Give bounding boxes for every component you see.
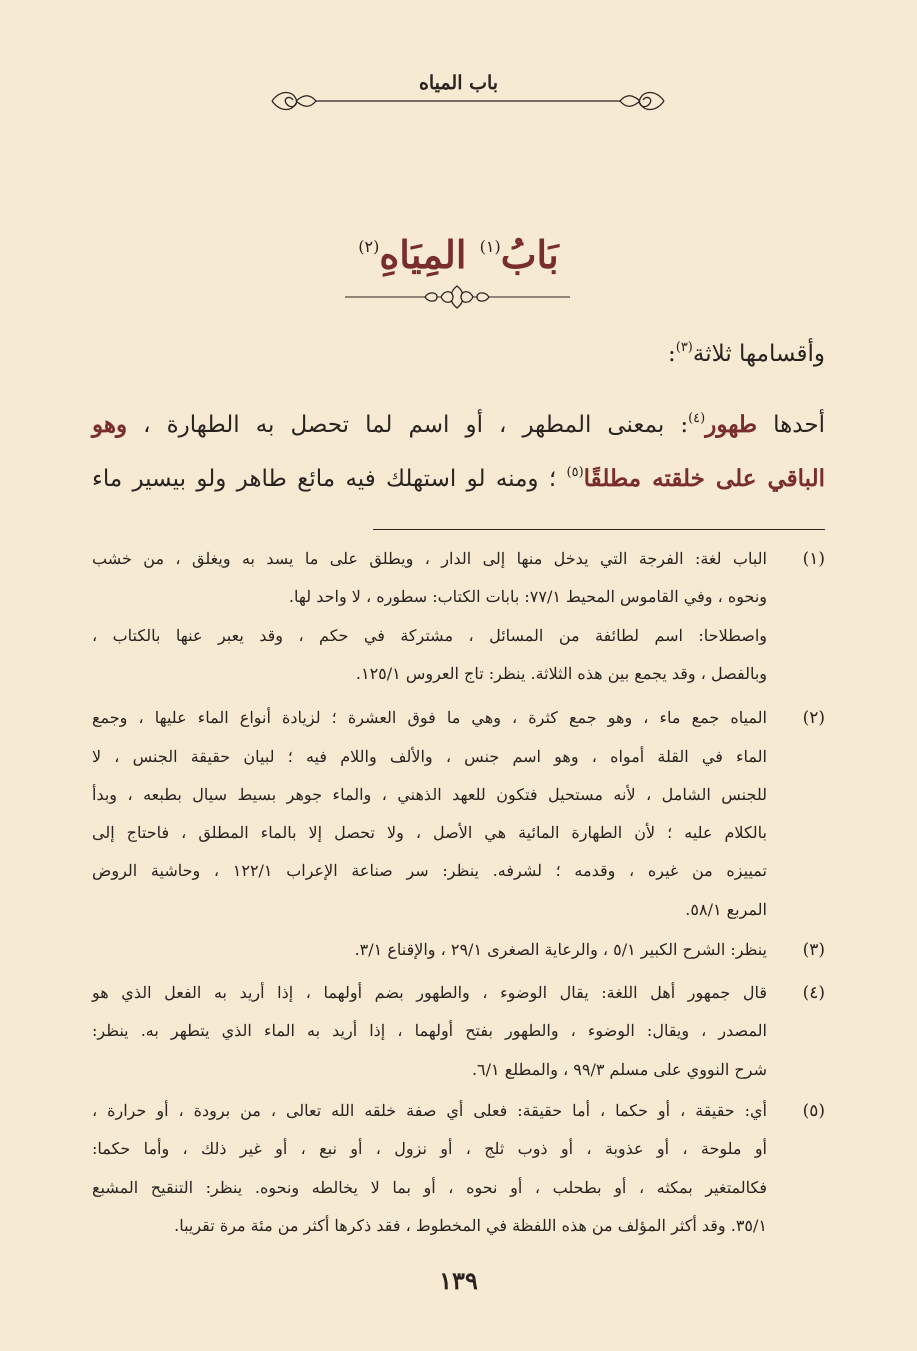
chapter-word-miyah: المِيَاهِ <box>379 232 467 277</box>
footnote-line: ٣٥/١. وقد أكثر المؤلف من هذه اللفظة في المخطوط ، فقد ذكرها أكثر من مئة مرة تقريبا. <box>174 1216 767 1235</box>
chapter-word-bab: بَابُ <box>500 232 559 277</box>
footnote-separator <box>373 529 825 530</box>
footnote-line: للجنس الشامل ، لأنه مستحيل فتكون للعهد الذهني ، والماء جوهر بسيط سيال بطبعه ، وبدأ <box>92 785 767 804</box>
footnote-ref-1: (١) <box>479 237 501 256</box>
footnote-line: ينظر: الشرح الكبير ٥/١ ، والرعاية الصغرى ٢٩/١ ، والإقناع ٣/١. <box>354 940 767 959</box>
footnote-line: أي: حقيقة ، أو حكما ، أما حقيقة: فعلى أي صفة خلقه الله تعالى ، من برودة ، أو حرارة ، <box>92 1101 767 1120</box>
footnote-line: أو ملوحة ، أو عذوبة ، أو ذوب ثلج ، أو نزول ، أو نبع ، أو غير ذلك ، وأما حكما: <box>92 1139 767 1158</box>
footnote-line: بالكلام عليه ؛ لأن الطهارة المائية هي الأصل ، ولا تحصل إلا بالماء المطلق ، فاحتاج إلى <box>92 823 767 842</box>
highlight-tahur: طهور <box>705 411 758 438</box>
header-ornament-rule <box>266 86 670 116</box>
footnote-line: المياه جمع ماء ، وهو جمع كثرة ، وهي ما فوق العشرة ؛ لزيادة أنواع الماء عليها ، وجمع <box>92 708 767 727</box>
footnote-ref-3: (٣) <box>675 340 693 355</box>
page-number: ١٣٩ <box>439 1266 478 1295</box>
footnote-line: وبالفصل ، وقد يجمع بين هذه الثلاثة. ينظر: تاج العروس ١٢٥/١. <box>355 664 767 683</box>
highlight-baqi: الباقي على خلقته مطلقًا <box>583 465 825 492</box>
footnote-number: (١) <box>802 549 825 569</box>
body-line-3: الباقي على خلقته مطلقًا$^{(٥)}$ ؛ ومنه لو استهلك فيه مائع طاهر ولو بيسير ماء <box>92 465 825 492</box>
chapter-title <box>0 232 917 278</box>
highlight-wahuwa: وهو <box>92 411 128 438</box>
footnote-line: الماء في القلة أمواه ، وهو اسم جنس ، والألف واللام فيه ؛ لبيان حقيقة الجنس ، لا <box>92 747 767 766</box>
footnote-ref-5: (٥) <box>566 465 584 480</box>
footnote-number: (٢) <box>802 708 825 728</box>
footnote-ref-2: (٢) <box>358 237 380 256</box>
footnote-line: المصدر ، ويقال: الوضوء ، والطهور بفتح أولهما ، إذا أريد به الماء الذي يتطهر به. ينظر: <box>92 1021 767 1040</box>
running-head: باب المياه <box>418 72 499 94</box>
footnote-line: تمييزه من غيره ، وقدمه ؛ لشرفه. ينظر: سر صناعة الإعراب ١٢٢/١ ، وحاشية الروض <box>92 861 767 880</box>
footnote-line: المربع ٥٨/١. <box>685 900 767 919</box>
body-line-2: أحدها طهور$^{(٤)}$: بمعنى المطهر ، أو اسم لما تحصل به الطهارة ، وهو <box>92 411 825 438</box>
footnote-line: شرح النووي على مسلم ٩٩/٣ ، والمطلع ٦/١. <box>471 1060 767 1079</box>
body-line-1: وأقسامها ثلاثة$^{(٣)}$: <box>667 340 825 367</box>
footnote-line: الباب لغة: الفرجة التي يدخل منها إلى الدار ، ويطلق على ما يسد به ويغلق ، من خشب <box>92 549 767 568</box>
footnote-line: ونحوه ، وفي القاموس المحيط ٧٧/١: بابات الكتاب: سطوره ، لا واحد لها. <box>288 587 767 606</box>
footnote-number: (٥) <box>802 1101 825 1121</box>
footnote-number: (٤) <box>802 983 825 1003</box>
title-ornament <box>345 282 570 312</box>
footnote-line: فكالمتغير بمكثه ، أو بطحلب ، أو نحوه ، أو بما لا يخالطه ونحوه. ينظر: التنقيح المشبع <box>92 1178 767 1197</box>
footnote-line: واصطلاحا: اسم لطائفة من المسائل ، مشتركة في حكم ، وقد يعبر عنها بالكتاب ، <box>92 626 767 645</box>
footnote-line: قال جمهور أهل اللغة: يقال الوضوء ، والطهور بضم أولهما ، إذا أريد به الفعل الذي هو <box>92 983 767 1002</box>
footnote-number: (٣) <box>802 940 825 960</box>
footnote-ref-4: (٤) <box>688 411 706 426</box>
